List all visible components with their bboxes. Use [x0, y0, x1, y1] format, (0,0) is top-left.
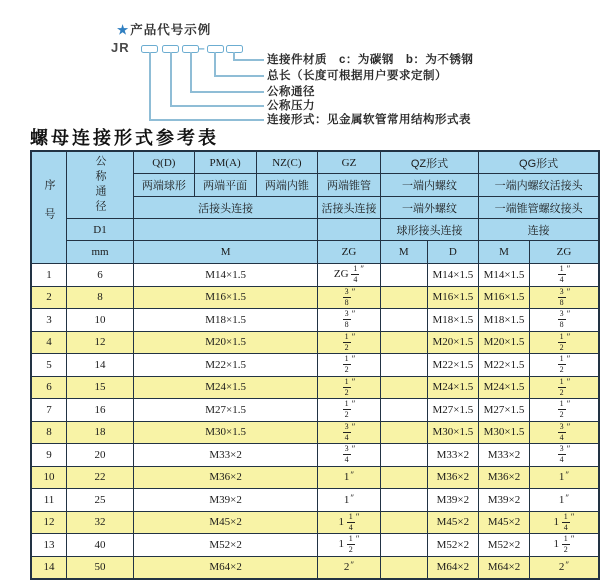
- cell-qz-m: [380, 264, 427, 287]
- cell-qz-d: M45×2: [427, 511, 479, 534]
- header-ends-nzc: 两端内锥: [256, 174, 318, 197]
- cell-qz-m: [380, 399, 427, 422]
- cell-qz-m: [380, 556, 427, 579]
- table-row: [31, 354, 599, 377]
- table-row: [31, 444, 599, 467]
- header-ends-qg: 一端内螺纹活接头: [479, 174, 599, 197]
- cell-qz-m: [380, 489, 427, 512]
- cell-m: M64×2: [134, 556, 318, 579]
- cell-dn: 20: [67, 444, 134, 467]
- cell-dn: 22: [67, 466, 134, 489]
- connector-line: [170, 105, 264, 107]
- cell-qg-zg: 1″: [529, 466, 599, 489]
- cell-seq: 6: [31, 376, 67, 399]
- cell-zg: $\frac{1}{2}$ ″: [318, 399, 381, 422]
- cell-qg-m: M33×2: [479, 444, 530, 467]
- cell-qz-m: [380, 286, 427, 309]
- header-unit-m: M: [134, 241, 318, 264]
- cell-zg: $\frac{3}{8}$ ″: [318, 286, 381, 309]
- cell-seq: 5: [31, 354, 67, 377]
- cell-zg: 1 $\frac{1}{4}$ ″: [318, 511, 381, 534]
- cell-qz-d: M18×1.5: [427, 309, 479, 332]
- table-row: [31, 466, 599, 489]
- cell-m: M14×1.5: [134, 264, 318, 287]
- cell-seq: 1: [31, 264, 67, 287]
- cell-seq: 2: [31, 286, 67, 309]
- header-mm: mm: [67, 241, 134, 264]
- header-ends-gz: 两端锥管: [318, 174, 381, 197]
- cell-zg: 2″: [318, 556, 381, 579]
- cell-qg-m: M14×1.5: [479, 264, 530, 287]
- cell-seq: 11: [31, 489, 67, 512]
- table-body: [31, 264, 599, 580]
- cell-qg-zg: 1 $\frac{1}{4}$ ″: [529, 511, 599, 534]
- cell-zg: 1″: [318, 466, 381, 489]
- header-group-qd: Q(D): [134, 151, 195, 174]
- header-conn2-qg: 连接: [479, 219, 599, 241]
- cell-m: M39×2: [134, 489, 318, 512]
- header-unit-qg-zg: ZG: [529, 241, 599, 264]
- cell-seq: 13: [31, 534, 67, 557]
- cell-qz-m: [380, 376, 427, 399]
- cell-zg: $\frac{1}{2}$ ″: [318, 376, 381, 399]
- cell-seq: 14: [31, 556, 67, 579]
- connector-line: [190, 91, 264, 93]
- cell-dn: 6: [67, 264, 134, 287]
- header-unit-qz-m: M: [380, 241, 427, 264]
- cell-qg-m: M27×1.5: [479, 399, 530, 422]
- cell-qz-m: [380, 331, 427, 354]
- cell-qz-m: [380, 421, 427, 444]
- cell-zg: $\frac{3}{8}$ ″: [318, 309, 381, 332]
- cell-qg-zg: $\frac{3}{8}$ ″: [529, 309, 599, 332]
- connector-line: [149, 52, 151, 120]
- cell-m: M22×1.5: [134, 354, 318, 377]
- cell-seq: 7: [31, 399, 67, 422]
- table-row: [31, 331, 599, 354]
- cell-qg-zg: $\frac{1}{2}$ ″: [529, 331, 599, 354]
- cell-seq: 9: [31, 444, 67, 467]
- cell-m: M24×1.5: [134, 376, 318, 399]
- label-total-length: 总长（长度可根据用户要求定制）: [267, 70, 447, 82]
- cell-m: M52×2: [134, 534, 318, 557]
- connector-line: [233, 59, 264, 61]
- connector-line: [214, 75, 264, 77]
- star-icon: ★: [117, 23, 130, 37]
- cell-seq: 4: [31, 331, 67, 354]
- cell-qz-d: M36×2: [427, 466, 479, 489]
- header-conn-qz: 一端外螺纹: [380, 197, 478, 219]
- cell-seq: 3: [31, 309, 67, 332]
- cell-seq: 10: [31, 466, 67, 489]
- cell-m: M45×2: [134, 511, 318, 534]
- cell-m: M16×1.5: [134, 286, 318, 309]
- cell-qg-zg: $\frac{1}{2}$ ″: [529, 376, 599, 399]
- cell-qz-d: M27×1.5: [427, 399, 479, 422]
- cell-qg-m: M36×2: [479, 466, 530, 489]
- code-box-4: [207, 45, 224, 53]
- cell-dn: 10: [67, 309, 134, 332]
- cell-dn: 50: [67, 556, 134, 579]
- table-row: [31, 309, 599, 332]
- cell-qg-m: M30×1.5: [479, 421, 530, 444]
- table-row: [31, 511, 599, 534]
- cell-qz-m: [380, 534, 427, 557]
- cell-dn: 25: [67, 489, 134, 512]
- header-unit-qg-m: M: [479, 241, 530, 264]
- product-code-heading: [117, 20, 211, 38]
- table-row: [31, 556, 599, 579]
- header-conn2-qz: 球形接头连接: [380, 219, 478, 241]
- header-blank-1: [134, 219, 318, 241]
- header-ends-qz: 一端内螺纹: [380, 174, 478, 197]
- table-row: [31, 286, 599, 309]
- cell-qz-d: M64×2: [427, 556, 479, 579]
- table-row: [31, 264, 599, 287]
- table-row: [31, 489, 599, 512]
- cell-qz-m: [380, 354, 427, 377]
- cell-qg-zg: 1″: [529, 489, 599, 512]
- cell-dn: 16: [67, 399, 134, 422]
- cell-qg-zg: $\frac{1}{2}$ ″: [529, 354, 599, 377]
- cell-m: M20×1.5: [134, 331, 318, 354]
- cell-qz-m: [380, 466, 427, 489]
- cell-qg-zg: $\frac{1}{2}$ ″: [529, 399, 599, 422]
- cell-qz-m: [380, 444, 427, 467]
- product-code-heading-text: 产品代号示例: [130, 23, 212, 37]
- header-conn-gz: 活接头连接: [318, 197, 381, 219]
- header-group-gz: GZ: [318, 151, 381, 174]
- cell-m: M27×1.5: [134, 399, 318, 422]
- cell-seq: 8: [31, 421, 67, 444]
- code-dash: –: [198, 41, 205, 55]
- cell-qz-d: M22×1.5: [427, 354, 479, 377]
- header-dn: 公称通径: [67, 151, 134, 219]
- cell-qz-m: [380, 511, 427, 534]
- header-blank-2: [318, 219, 381, 241]
- cell-qg-zg: $\frac{3}{4}$ ″: [529, 421, 599, 444]
- header-group-qg: QG形式: [479, 151, 599, 174]
- cell-qg-m: M18×1.5: [479, 309, 530, 332]
- cell-qz-d: M33×2: [427, 444, 479, 467]
- cell-qg-m: M22×1.5: [479, 354, 530, 377]
- header-ends-pma: 两端平面: [194, 174, 256, 197]
- cell-zg: ZG $\frac{1}{4}$ ″: [318, 264, 381, 287]
- connector-line: [149, 119, 264, 121]
- cell-qg-m: M24×1.5: [479, 376, 530, 399]
- cell-qz-d: M52×2: [427, 534, 479, 557]
- cell-qg-m: M20×1.5: [479, 331, 530, 354]
- cell-dn: 12: [67, 331, 134, 354]
- label-conn-form: 连接形式：见金属软管常用结构形式表: [267, 114, 471, 126]
- header-seq: 序号: [31, 151, 67, 264]
- cell-qg-zg: 2″: [529, 556, 599, 579]
- connector-line: [214, 52, 216, 76]
- cell-qz-d: M39×2: [427, 489, 479, 512]
- table-row: [31, 421, 599, 444]
- table-title: 螺母连接形式参考表: [30, 128, 219, 149]
- table-row: [31, 399, 599, 422]
- code-box-5: [226, 45, 243, 53]
- cell-qz-d: M20×1.5: [427, 331, 479, 354]
- cell-qz-d: M14×1.5: [427, 264, 479, 287]
- label-nominal-press: 公称压力: [267, 100, 315, 112]
- cell-qz-m: [380, 309, 427, 332]
- cell-dn: 18: [67, 421, 134, 444]
- cell-qz-d: M30×1.5: [427, 421, 479, 444]
- cell-qg-zg: 1 $\frac{1}{2}$ ″: [529, 534, 599, 557]
- cell-dn: 32: [67, 511, 134, 534]
- cell-zg: $\frac{1}{2}$ ″: [318, 354, 381, 377]
- cell-zg: 1″: [318, 489, 381, 512]
- cell-qg-m: M16×1.5: [479, 286, 530, 309]
- connector-line: [170, 52, 172, 106]
- cell-qz-d: M16×1.5: [427, 286, 479, 309]
- cell-dn: 40: [67, 534, 134, 557]
- cell-zg: $\frac{3}{4}$ ″: [318, 421, 381, 444]
- cell-qg-m: M52×2: [479, 534, 530, 557]
- cell-m: M36×2: [134, 466, 318, 489]
- cell-zg: 1 $\frac{1}{2}$ ″: [318, 534, 381, 557]
- header-unit-qz-d: D: [427, 241, 479, 264]
- header-d1: D1: [67, 219, 134, 241]
- header-group-nzc: NZ(C): [256, 151, 318, 174]
- label-nominal-dn: 公称通径: [267, 86, 315, 98]
- header-conn-qg: 一端锥管螺纹接头: [479, 197, 599, 219]
- cell-qg-m: M39×2: [479, 489, 530, 512]
- cell-dn: 8: [67, 286, 134, 309]
- cell-m: M18×1.5: [134, 309, 318, 332]
- nut-connection-table: [30, 150, 600, 580]
- cell-dn: 15: [67, 376, 134, 399]
- table-row: [31, 376, 599, 399]
- code-prefix: JR: [111, 40, 130, 55]
- header-unit-zg: ZG: [318, 241, 381, 264]
- cell-qz-d: M24×1.5: [427, 376, 479, 399]
- cell-qg-zg: $\frac{1}{4}$ ″: [529, 264, 599, 287]
- cell-zg: $\frac{1}{2}$ ″: [318, 331, 381, 354]
- cell-qg-m: M64×2: [479, 556, 530, 579]
- cell-dn: 14: [67, 354, 134, 377]
- label-material: 连接件材质 c：为碳钢 b：为不锈钢: [267, 54, 474, 66]
- header-group-pma: PM(A): [194, 151, 256, 174]
- header-ends-qd: 两端球形: [134, 174, 195, 197]
- connector-line: [190, 52, 192, 92]
- header-conn-union: 活接头连接: [134, 197, 318, 219]
- cell-qg-zg: $\frac{3}{4}$ ″: [529, 444, 599, 467]
- cell-seq: 12: [31, 511, 67, 534]
- cell-m: M30×1.5: [134, 421, 318, 444]
- header-group-qz: QZ形式: [380, 151, 478, 174]
- cell-qg-zg: $\frac{3}{8}$ ″: [529, 286, 599, 309]
- cell-m: M33×2: [134, 444, 318, 467]
- table-row: [31, 534, 599, 557]
- cell-zg: $\frac{3}{4}$ ″: [318, 444, 381, 467]
- cell-qg-m: M45×2: [479, 511, 530, 534]
